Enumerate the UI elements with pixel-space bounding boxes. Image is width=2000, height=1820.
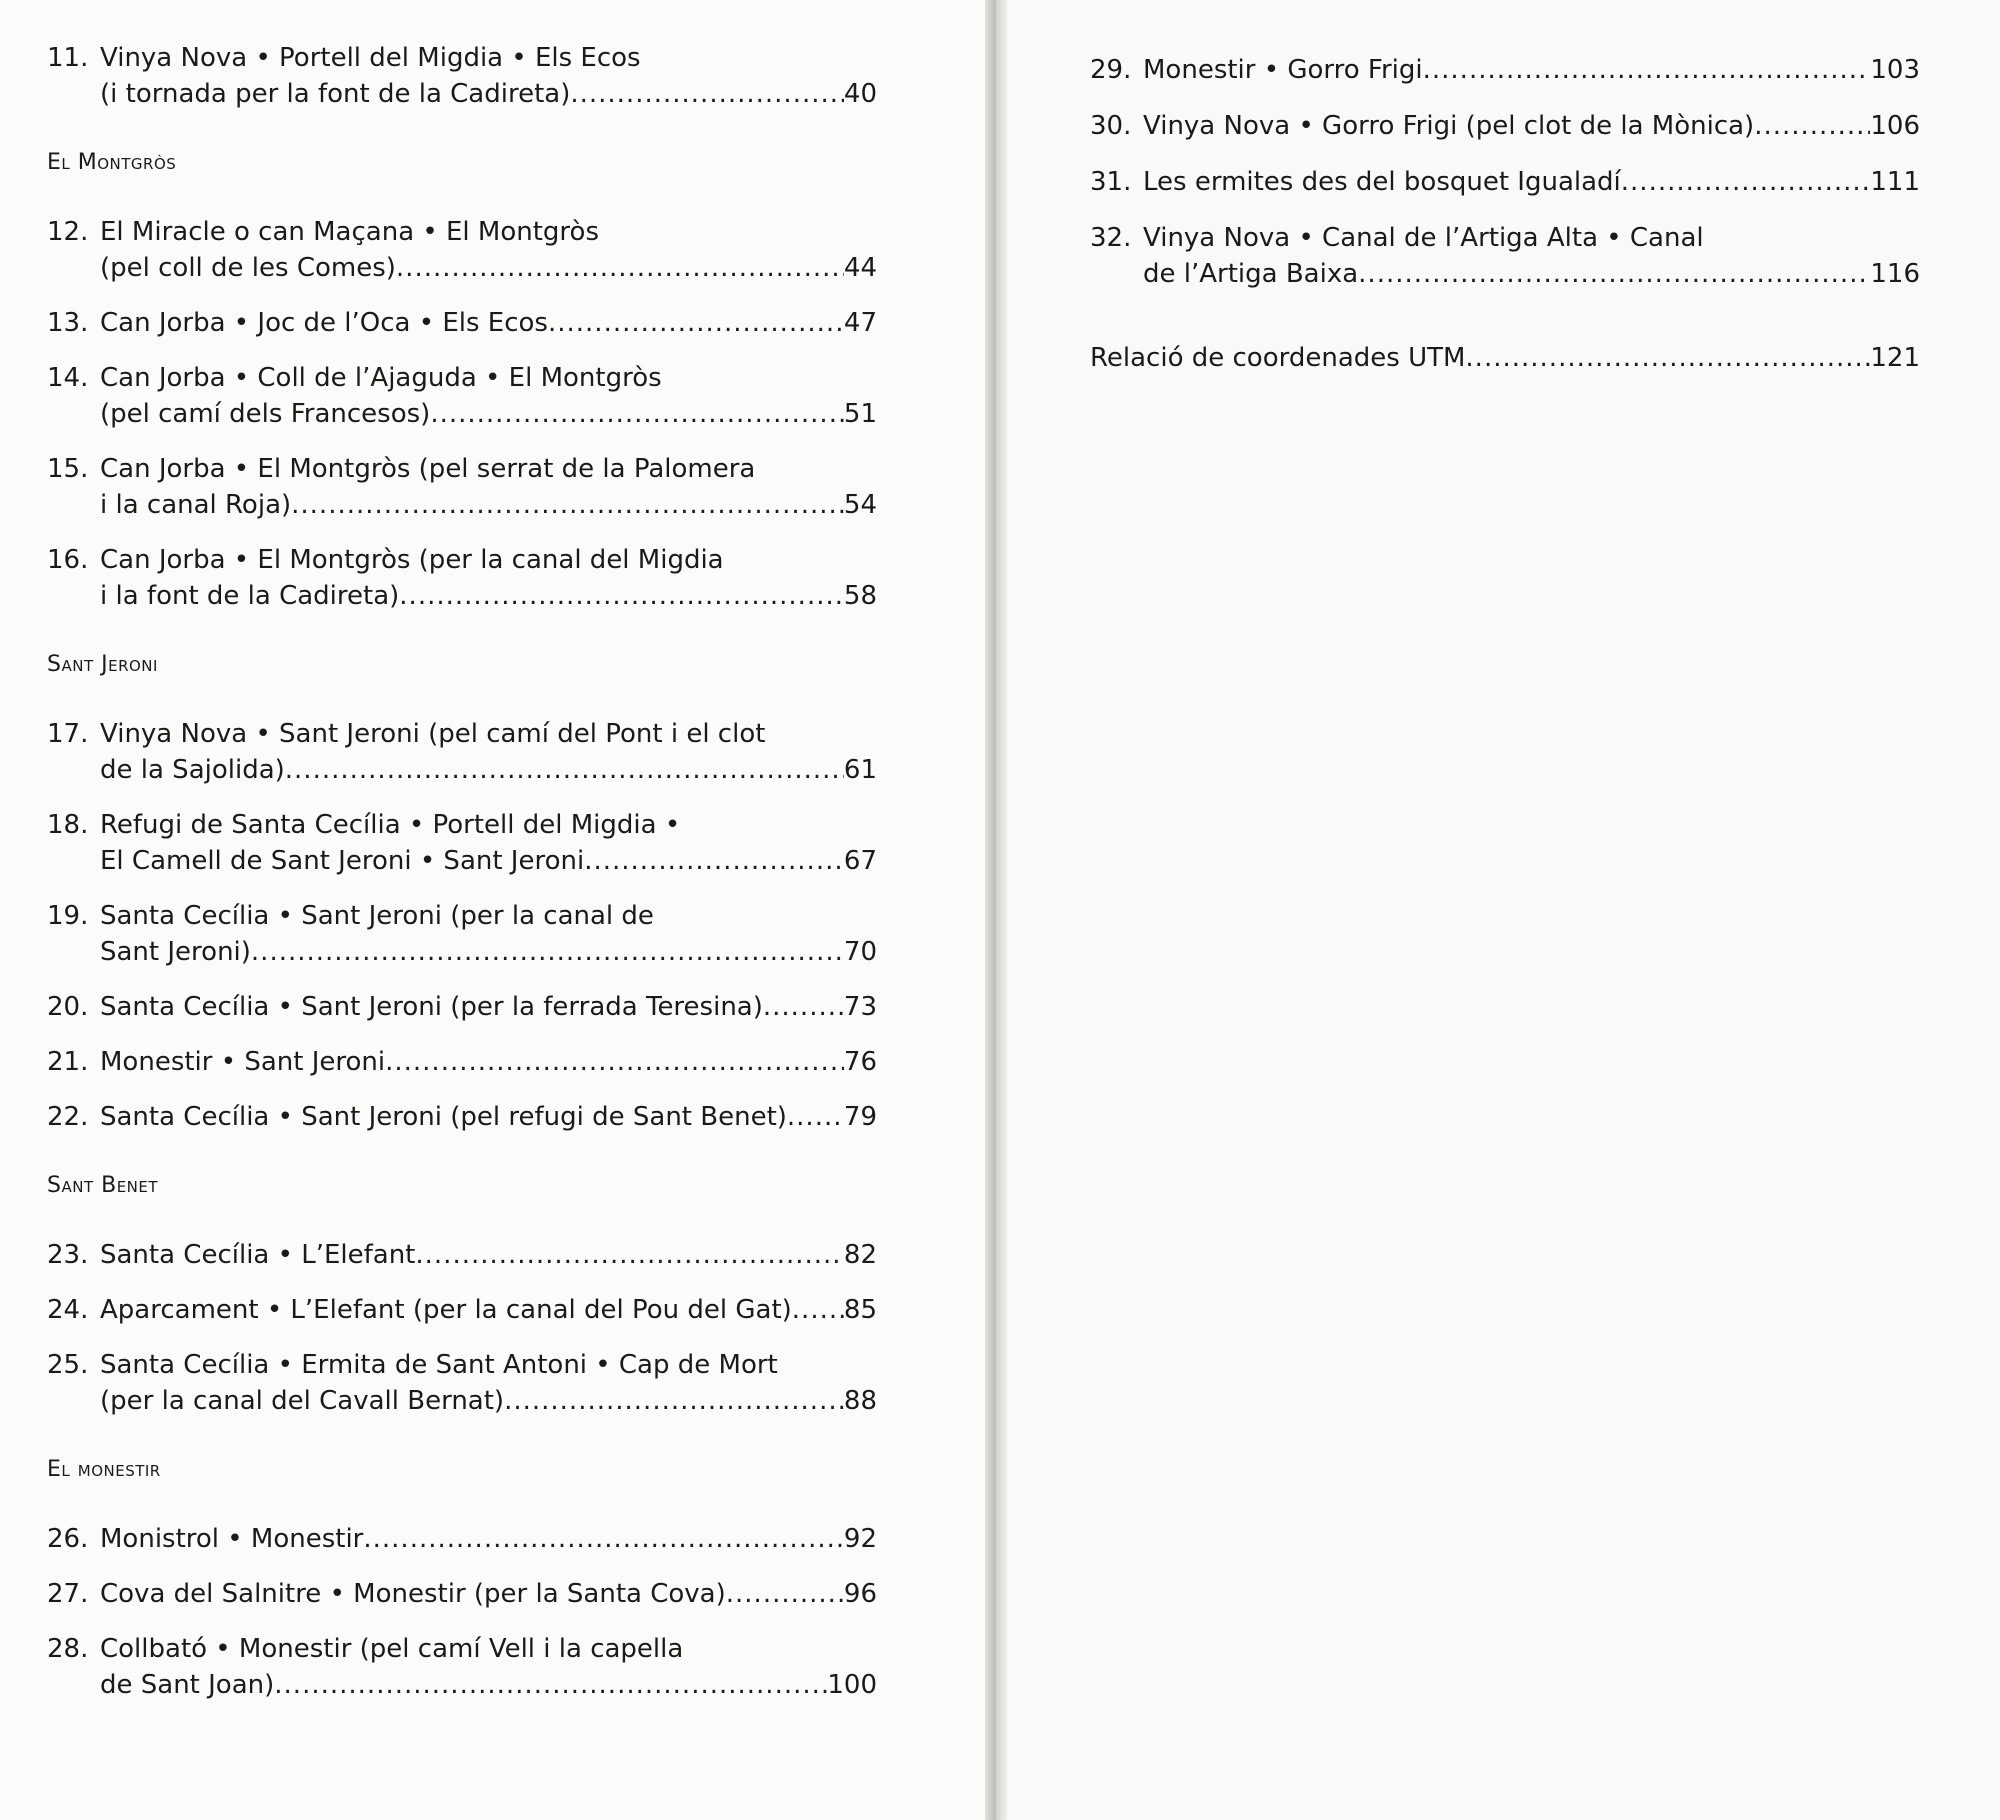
- dot-leader: [570, 76, 844, 112]
- entry-title-line: Santa Cecília • L’Elefant: [100, 1240, 416, 1270]
- section-heading: Sant Benet: [47, 1173, 159, 1198]
- toc-entry: [1090, 52, 1920, 88]
- dot-leader: [504, 1383, 844, 1419]
- toc-entry: [47, 989, 877, 1025]
- entry-number: 27.: [47, 1579, 89, 1609]
- entry-title-line: Monestir • Sant Jeroni: [100, 1047, 386, 1077]
- entry-last-line: [100, 1237, 877, 1273]
- entry-title-line: Vinya Nova • Canal de l’Artiga Alta • Canal: [1143, 223, 1704, 253]
- section-spacer: [1090, 312, 1920, 340]
- entry-title: [100, 1292, 877, 1328]
- page-number: 121: [1870, 343, 1920, 373]
- left-table-of-contents: [47, 40, 877, 1722]
- entry-title: [100, 807, 877, 879]
- entry-title: [1143, 220, 1920, 292]
- entry-last-line: [100, 76, 877, 112]
- entry-title-line: Les ermites des del bosquet Igualadí: [1143, 167, 1621, 197]
- dot-leader: [430, 396, 844, 432]
- page-number: 51: [843, 399, 877, 429]
- page-number: 103: [1870, 55, 1920, 85]
- entry-last-line: [1090, 340, 1920, 376]
- dot-leader: [415, 1237, 844, 1273]
- toc-entry: [47, 1347, 877, 1419]
- dot-leader: [726, 1576, 844, 1612]
- entry-title-line: i la font de la Cadireta): [100, 581, 400, 611]
- entry-number: 23.: [47, 1240, 89, 1270]
- toc-entry: [47, 214, 877, 286]
- page-number: 88: [843, 1386, 877, 1416]
- book-gutter: [985, 0, 1007, 1820]
- page-number: 70: [843, 937, 877, 967]
- entry-last-line: [100, 305, 877, 341]
- page-number: 79: [843, 1102, 877, 1132]
- toc-entry: [47, 807, 877, 879]
- dot-leader: [584, 843, 844, 879]
- entry-number: 12.: [47, 217, 89, 247]
- dot-leader: [1621, 164, 1871, 200]
- dot-leader: [1465, 340, 1870, 376]
- entry-title-line: Relació de coordenades UTM: [1090, 343, 1466, 373]
- entry-title: [100, 305, 877, 341]
- entry-title-line: Aparcament • L’Elefant (per la canal del Pou del Gat): [100, 1295, 792, 1325]
- page-number: 54: [843, 490, 877, 520]
- page-number: 40: [843, 79, 877, 109]
- entry-title-line: Monestir • Gorro Frigi: [1143, 55, 1423, 85]
- entry-title: [100, 542, 877, 614]
- entry-number: 19.: [47, 901, 89, 931]
- entry-title-line: Vinya Nova • Portell del Migdia • Els Ecos: [100, 43, 641, 73]
- dot-leader: [792, 1292, 844, 1328]
- toc-entry: [47, 898, 877, 970]
- page-number: 58: [843, 581, 877, 611]
- toc-entry: [47, 1292, 877, 1328]
- entry-last-line: [100, 843, 877, 879]
- dot-leader: [763, 989, 844, 1025]
- entry-number: 29.: [1090, 55, 1132, 85]
- entry-last-line: [100, 396, 877, 432]
- toc-entry: [1090, 220, 1920, 292]
- dot-leader: [251, 934, 844, 970]
- entry-last-line: [100, 1521, 877, 1557]
- page-number: 96: [843, 1579, 877, 1609]
- entry-title-line: (pel camí dels Francesos): [100, 399, 431, 429]
- entry-title: [100, 360, 877, 432]
- entry-title: [100, 40, 877, 112]
- entry-title-line: Santa Cecília • Sant Jeroni (per la ferrada Teresina): [100, 992, 763, 1022]
- toc-entry: [47, 542, 877, 614]
- entry-last-line: [1143, 256, 1920, 292]
- entry-number: 17.: [47, 719, 89, 749]
- entry-title-line: Vinya Nova • Gorro Frigi (pel clot de la Mònica): [1143, 111, 1755, 141]
- page-number: 76: [843, 1047, 877, 1077]
- page-number: 67: [843, 846, 877, 876]
- entry-number: 13.: [47, 308, 89, 338]
- page-number: 82: [843, 1240, 877, 1270]
- entry-number: 20.: [47, 992, 89, 1022]
- page-number: 47: [843, 308, 877, 338]
- dot-leader: [385, 1044, 844, 1080]
- section-heading: El monestir: [47, 1457, 161, 1482]
- toc-entry: [47, 1521, 877, 1557]
- entry-title-line: de Sant Joan): [100, 1670, 275, 1700]
- toc-entry: [47, 40, 877, 112]
- entry-title: [100, 1521, 877, 1557]
- entry-last-line: [1143, 164, 1920, 200]
- entry-last-line: [100, 989, 877, 1025]
- entry-title-line: Vinya Nova • Sant Jeroni (pel camí del Pont i el clot: [100, 719, 766, 749]
- entry-title-line: Collbató • Monestir (pel camí Vell i la capella: [100, 1634, 684, 1664]
- page-number: 85: [843, 1295, 877, 1325]
- entry-number: 32.: [1090, 223, 1132, 253]
- entry-title-line: Santa Cecília • Ermita de Sant Antoni • Cap de Mort: [100, 1350, 778, 1380]
- entry-title: [1143, 52, 1920, 88]
- toc-entry: [47, 1576, 877, 1612]
- entry-title-line: de la Sajolida): [100, 755, 285, 785]
- entry-number: 28.: [47, 1634, 89, 1664]
- entry-last-line: [100, 578, 877, 614]
- entry-title-line: El Miracle o can Maçana • El Montgròs: [100, 217, 599, 247]
- entry-title: [100, 1576, 877, 1612]
- entry-title-line: Monistrol • Monestir: [100, 1524, 364, 1554]
- entry-number: 22.: [47, 1102, 89, 1132]
- entry-title: [100, 989, 877, 1025]
- entry-title-line: (pel coll de les Comes): [100, 253, 396, 283]
- entry-number: 11.: [47, 43, 89, 73]
- entry-last-line: [100, 487, 877, 523]
- toc-entry: [1090, 108, 1920, 144]
- entry-title: [100, 1099, 877, 1135]
- dot-leader: [1754, 108, 1870, 144]
- entry-number: 30.: [1090, 111, 1132, 141]
- page-number: 44: [843, 253, 877, 283]
- page-number: 61: [843, 755, 877, 785]
- entry-last-line: [1143, 108, 1920, 144]
- entry-last-line: [1143, 52, 1920, 88]
- toc-entry: [47, 1237, 877, 1273]
- entry-title-line: Can Jorba • Coll de l’Ajaguda • El Montgròs: [100, 363, 662, 393]
- dot-leader: [291, 487, 844, 523]
- dot-leader: [285, 752, 844, 788]
- entry-title-line: i la canal Roja): [100, 490, 292, 520]
- entry-title: [100, 1044, 877, 1080]
- page-number: 100: [827, 1670, 877, 1700]
- dot-leader: [1423, 52, 1871, 88]
- section-heading: El Montgròs: [47, 150, 177, 175]
- entry-number: 21.: [47, 1047, 89, 1077]
- entry-last-line: [100, 250, 877, 286]
- entry-title: [1090, 340, 1920, 376]
- entry-title-line: Santa Cecília • Sant Jeroni (per la canal de: [100, 901, 654, 931]
- dot-leader: [399, 578, 844, 614]
- entry-last-line: [100, 1099, 877, 1135]
- toc-entry: [47, 360, 877, 432]
- entry-title: [100, 898, 877, 970]
- page-number: 92: [843, 1524, 877, 1554]
- entry-last-line: [100, 1292, 877, 1328]
- entry-title-line: de l’Artiga Baixa: [1143, 259, 1359, 289]
- entry-last-line: [100, 934, 877, 970]
- page-number: 73: [843, 992, 877, 1022]
- entry-number: 16.: [47, 545, 89, 575]
- dot-leader: [787, 1099, 844, 1135]
- entry-title: [100, 716, 877, 788]
- entry-number: 15.: [47, 454, 89, 484]
- entry-last-line: [100, 752, 877, 788]
- entry-title-line: Sant Jeroni): [100, 937, 251, 967]
- entry-title: [100, 1631, 877, 1703]
- entry-number: 25.: [47, 1350, 89, 1380]
- toc-entry: [47, 716, 877, 788]
- toc-entry: [47, 1044, 877, 1080]
- toc-entry: [47, 1631, 877, 1703]
- entry-title: [100, 1347, 877, 1419]
- entry-title-line: (per la canal del Cavall Bernat): [100, 1386, 505, 1416]
- dot-leader: [548, 305, 844, 341]
- entry-number: 31.: [1090, 167, 1132, 197]
- entry-last-line: [100, 1667, 877, 1703]
- section-heading: Sant Jeroni: [47, 652, 158, 677]
- dot-leader: [274, 1667, 827, 1703]
- entry-number: 24.: [47, 1295, 89, 1325]
- entry-title: [1143, 108, 1920, 144]
- entry-number: 18.: [47, 810, 89, 840]
- toc-entry: [47, 451, 877, 523]
- toc-entry: [1090, 164, 1920, 200]
- page-number: 106: [1870, 111, 1920, 141]
- entry-title: [1143, 164, 1920, 200]
- dot-leader: [396, 250, 844, 286]
- entry-number: 26.: [47, 1524, 89, 1554]
- entry-title-line: Can Jorba • Joc de l’Oca • Els Ecos: [100, 308, 548, 338]
- entry-last-line: [100, 1576, 877, 1612]
- toc-entry: [47, 1099, 877, 1135]
- entry-title-line: Refugi de Santa Cecília • Portell del Migdia •: [100, 810, 681, 840]
- entry-title-line: (i tornada per la font de la Cadireta): [100, 79, 571, 109]
- page-number: 111: [1870, 167, 1920, 197]
- dot-leader: [1358, 256, 1870, 292]
- entry-title-line: Santa Cecília • Sant Jeroni (pel refugi de Sant Benet): [100, 1102, 787, 1132]
- entry-title-line: Can Jorba • El Montgròs (pel serrat de la Palomera: [100, 454, 756, 484]
- entry-title-line: El Camell de Sant Jeroni • Sant Jeroni: [100, 846, 585, 876]
- entry-title-line: Cova del Salnitre • Monestir (per la Santa Cova): [100, 1579, 726, 1609]
- entry-title: [100, 1237, 877, 1273]
- entry-title: [100, 214, 877, 286]
- entry-title: [100, 451, 877, 523]
- entry-title-line: Can Jorba • El Montgròs (per la canal del Migdia: [100, 545, 724, 575]
- toc-entry: [1090, 340, 1920, 376]
- page-number: 116: [1870, 259, 1920, 289]
- toc-entry: [47, 305, 877, 341]
- dot-leader: [363, 1521, 844, 1557]
- entry-last-line: [100, 1383, 877, 1419]
- right-table-of-contents: [1090, 52, 1920, 396]
- entry-last-line: [100, 1044, 877, 1080]
- entry-number: 14.: [47, 363, 89, 393]
